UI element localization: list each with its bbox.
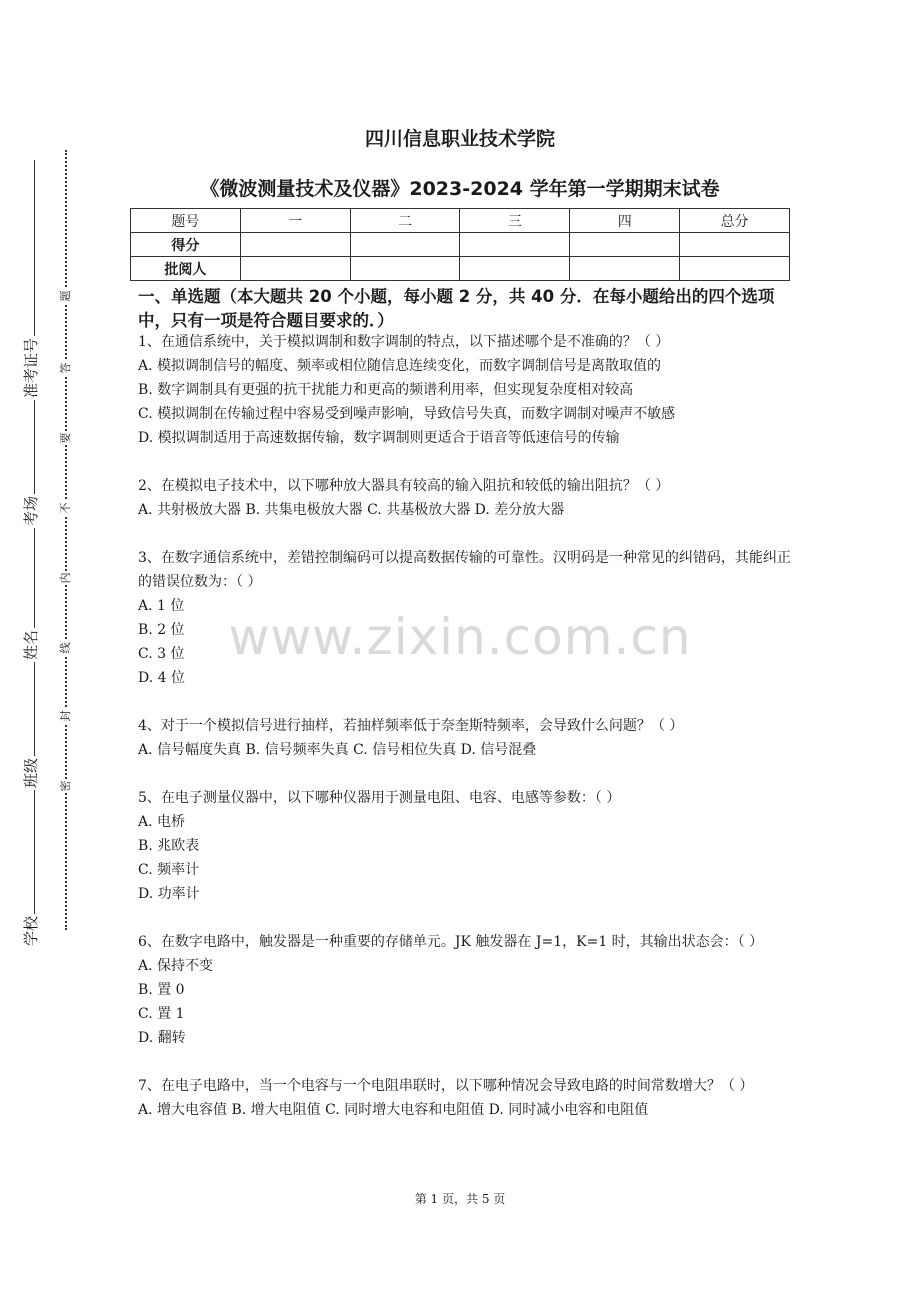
question-1 xyxy=(138,330,798,450)
option-c: C. 模拟调制在传输过程中容易受到噪声影响，导致信号失真，而数字调制对噪声不敏感 xyxy=(138,406,676,422)
grader-cell[interactable] xyxy=(240,257,350,281)
score-cell[interactable] xyxy=(570,233,680,257)
score-row-label: 得分 xyxy=(131,233,241,257)
option-a: A. 电桥 xyxy=(138,814,186,830)
school-title: 四川信息职业技术学院 xyxy=(364,128,555,150)
score-table-header: 题号 xyxy=(131,209,241,233)
inline-options: A. 增大电容值 B. 增大电阻值 C. 同时增大电容和电阻值 D. 同时减小电容和电阻值 xyxy=(138,1102,649,1118)
inline-options: A. 共射极放大器 B. 共集电极放大器 C. 共基极放大器 D. 差分放大器 xyxy=(138,502,565,518)
option-a: A. 保持不变 xyxy=(138,958,214,974)
school-label: 学校 xyxy=(22,915,40,946)
inline-options: A. 信号幅度失真 B. 信号频率失真 C. 信号相位失真 D. 信号混叠 xyxy=(138,742,537,758)
score-cell[interactable] xyxy=(680,233,790,257)
option-d: D. 模拟调制适用于高速数据传输，数字调制则更适合于语音等低速信号的传输 xyxy=(138,430,620,446)
exam-title: 《微波测量技术及仪器》2023-2024 学年第一学期期末试卷 xyxy=(200,178,720,200)
score-row xyxy=(131,233,790,257)
grader-cell[interactable] xyxy=(460,257,570,281)
option-c: C. 置 1 xyxy=(138,1006,185,1022)
score-cell[interactable] xyxy=(350,233,460,257)
class-label: 班级 xyxy=(22,757,40,788)
question-2 xyxy=(138,474,798,522)
score-table-header: 四 xyxy=(570,209,680,233)
grader-cell[interactable] xyxy=(350,257,460,281)
score-table-header: 一 xyxy=(240,209,350,233)
section-title: 一、单选题（本大题共 20 个小题，每小题 2 分，共 40 分．在每小题给出的四个选项中，只有一项是符合题目要求的．） xyxy=(138,287,775,330)
grader-row xyxy=(131,257,790,281)
score-table-header-row xyxy=(131,209,790,233)
option-b: B. 置 0 xyxy=(138,982,185,998)
question-list xyxy=(138,330,798,1122)
seal-char: 密 xyxy=(59,780,72,792)
seal-char: 封 xyxy=(59,710,72,722)
option-d: D. 4 位 xyxy=(138,670,185,686)
question-3 xyxy=(138,546,798,690)
question-stem: 1、在通信系统中，关于模拟调制和数字调制的特点，以下描述哪个是不准确的？（ ） xyxy=(138,334,670,350)
exam-room-label: 考场 xyxy=(22,495,40,526)
score-table-header: 三 xyxy=(460,209,570,233)
question-stem: 6、在数字电路中，触发器是一种重要的存储单元。JK 触发器在 J=1，K=1 时，其输出状态会：（ ） xyxy=(138,934,764,950)
watermark: www.zixin.com.cn xyxy=(228,608,692,666)
seal-char: 线 xyxy=(59,642,72,654)
grader-cell[interactable] xyxy=(680,257,790,281)
option-d: D. 功率计 xyxy=(138,886,200,902)
question-stem: 5、在电子测量仪器中，以下哪种仪器用于测量电阻、电容、电感等参数：（ ） xyxy=(138,790,621,806)
question-4 xyxy=(138,714,798,762)
seal-char: 不 xyxy=(59,502,72,514)
question-stem: 4、对于一个模拟信号进行抽样，若抽样频率低于奈奎斯特频率，会导致什么问题？（ ） xyxy=(138,718,684,734)
question-6 xyxy=(138,930,798,1050)
option-b: B. 数字调制具有更强的抗干扰能力和更高的频谱利用率，但实现复杂度相对较高 xyxy=(138,382,634,398)
option-d: D. 翻转 xyxy=(138,1030,186,1046)
score-cell[interactable] xyxy=(240,233,350,257)
score-cell[interactable] xyxy=(460,233,570,257)
seal-char: 题 xyxy=(59,290,72,302)
seal-char: 要 xyxy=(59,432,72,444)
name-label: 姓名 xyxy=(22,629,40,660)
question-stem: 2、在模拟电子技术中，以下哪种放大器具有较高的输入阻抗和较低的输出阻抗？（ ） xyxy=(138,478,670,494)
binding-line xyxy=(34,160,35,925)
question-stem: 7、在电子电路中，当一个电容与一个电阻串联时，以下哪种情况会导致电路的时间常数增大？（ ） xyxy=(138,1078,754,1094)
seal-char: 内 xyxy=(59,572,72,584)
seal-dotted-line xyxy=(65,150,67,930)
question-7 xyxy=(138,1074,798,1122)
grader-row-label: 批阅人 xyxy=(131,257,241,281)
option-b: B. 2 位 xyxy=(138,622,185,638)
score-table xyxy=(130,208,790,281)
question-stem: 3、在数字通信系统中，差错控制编码可以提高数据传输的可靠性。汉明码是一种常见的纠错码，其能纠正的错误位数为：（ ） xyxy=(138,550,791,590)
option-a: A. 1 位 xyxy=(138,598,185,614)
option-c: C. 3 位 xyxy=(138,646,185,662)
question-5 xyxy=(138,786,798,906)
score-table-header: 二 xyxy=(350,209,460,233)
score-table-header: 总分 xyxy=(680,209,790,233)
option-c: C. 频率计 xyxy=(138,862,200,878)
admission-number-label: 准考证号 xyxy=(22,337,40,398)
grader-cell[interactable] xyxy=(570,257,680,281)
option-b: B. 兆欧表 xyxy=(138,838,200,854)
option-a: A. 模拟调制信号的幅度、频率或相位随信息连续变化，而数字调制信号是离散取值的 xyxy=(138,358,662,374)
seal-char: 答 xyxy=(59,362,72,374)
page-footer: 第 1 页，共 5 页 xyxy=(414,1192,506,1206)
